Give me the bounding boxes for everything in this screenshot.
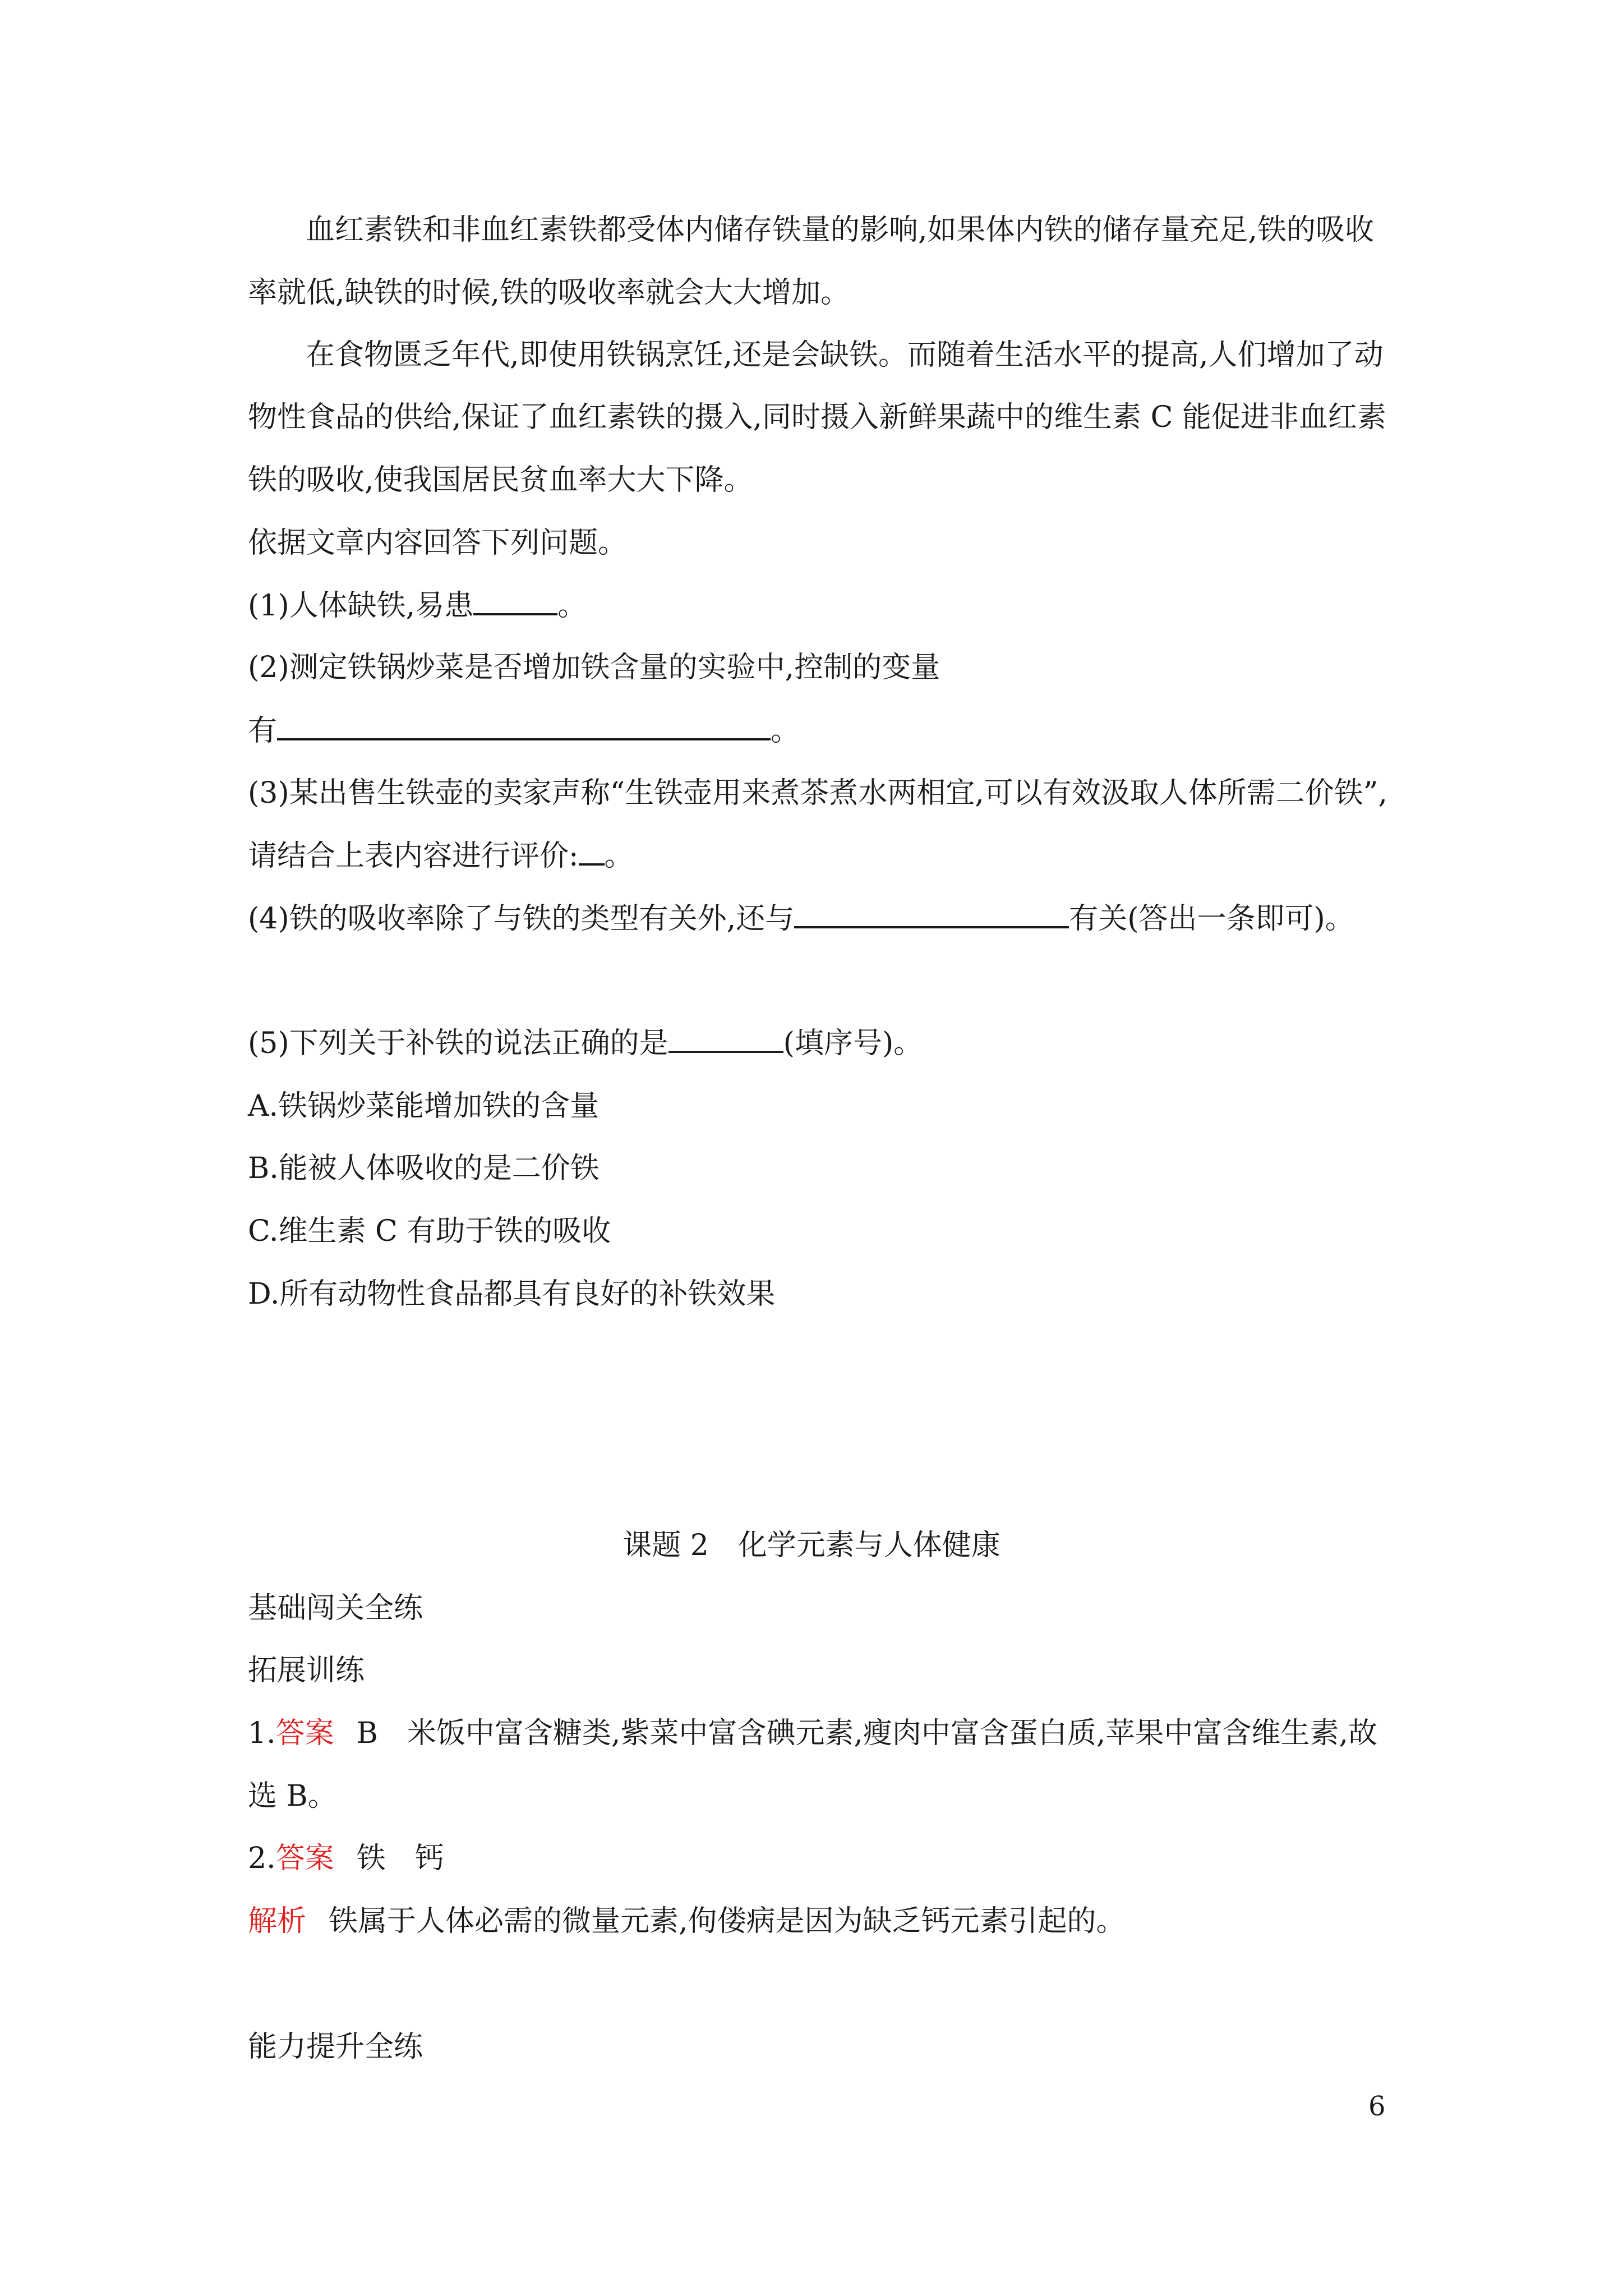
question-4-text: (4)铁的吸收率除了与铁的类型有关外,还与 <box>248 902 795 936</box>
question-1 <box>248 587 587 624</box>
question-2: (2)测定铁锅炒菜是否增加铁含量的实验中,控制的变量 <box>248 651 940 684</box>
section-subtitle: 拓展训练 <box>248 1654 365 1687</box>
passage-line: 率就低,缺铁的时候,铁的吸收率就会大大增加。 <box>248 276 850 310</box>
answer-2-number: 2. <box>248 1842 276 1875</box>
question-2-end: 。 <box>771 714 800 748</box>
option-b: B.能被人体吸收的是二价铁 <box>248 1152 600 1185</box>
answer-blank <box>277 712 771 740</box>
passage-line: 在食物匮乏年代,即使用铁锅烹饪,还是会缺铁。而随着生活水平的提高,人们增加了动 <box>306 338 1384 372</box>
answer-1 <box>248 1715 1377 1751</box>
question-5-text: (5)下列关于补铁的说法正确的是 <box>248 1027 668 1060</box>
option-c: C.维生素 C 有助于铁的吸收 <box>248 1214 611 1248</box>
section-subtitle: 能力提升全练 <box>248 2030 423 2064</box>
option-d: D.所有动物性食品都具有良好的补铁效果 <box>248 1277 776 1311</box>
section-subtitle: 基础闯关全练 <box>248 1591 423 1625</box>
passage-line: 物性食品的供给,保证了血红素铁的摄入,同时摄入新鲜果蔬中的维生素 C 能促进非血红素 <box>248 401 1386 434</box>
question-3-cont <box>248 838 634 874</box>
answer-blank <box>668 1025 783 1053</box>
question-5-end: (填序号)。 <box>783 1027 923 1060</box>
analysis <box>248 1903 1126 1939</box>
option-a: A.铁锅炒菜能增加铁的含量 <box>248 1089 600 1123</box>
answer-1-text: B 米饭中富含糖类,紫菜中富含碘元素,瘦肉中富含蛋白质,苹果中富含维生素,故 <box>356 1717 1377 1750</box>
analysis-label: 解析 <box>248 1904 307 1938</box>
question-2-text: 有 <box>248 714 278 748</box>
page-number: 6 <box>1368 2091 1386 2122</box>
answer-blank <box>473 587 557 615</box>
section-title: 课题 2 化学元素与人体健康 <box>623 1529 1000 1562</box>
question-4 <box>248 900 1354 937</box>
answer-blank <box>579 838 605 866</box>
answer-blank <box>794 900 1069 928</box>
question-3: (3)某出售生铁壶的卖家声称“生铁壶用来煮茶煮水两相宜,可以有效汲取人体所需二价铁”, <box>248 776 1387 810</box>
answer-2-text: 铁 钙 <box>356 1842 444 1875</box>
passage-line: 铁的吸收,使我国居民贫血率大大下降。 <box>248 463 753 497</box>
question-4-end: 有关(答出一条即可)。 <box>1069 902 1354 936</box>
analysis-text: 铁属于人体必需的微量元素,佝偻病是因为缺乏钙元素引起的。 <box>329 1904 1126 1938</box>
answer-label: 答案 <box>275 1842 334 1875</box>
question-3-text: 请结合上表内容进行评价: <box>248 839 579 873</box>
answer-label: 答案 <box>275 1717 334 1750</box>
question-2-cont <box>248 712 800 749</box>
question-1-text: (1)人体缺铁,易患 <box>248 589 474 623</box>
question-3-end: 。 <box>604 839 634 873</box>
answer-1-number: 1. <box>248 1717 276 1750</box>
questions-intro: 依据文章内容回答下列问题。 <box>248 526 628 560</box>
answer-2 <box>248 1841 444 1876</box>
question-5 <box>248 1025 923 1061</box>
passage-line: 血红素铁和非血红素铁都受体内储存铁量的影响,如果体内铁的储存量充足,铁的吸收 <box>306 213 1375 247</box>
answer-1-cont: 选 B。 <box>248 1779 337 1813</box>
question-1-end: 。 <box>557 589 587 623</box>
